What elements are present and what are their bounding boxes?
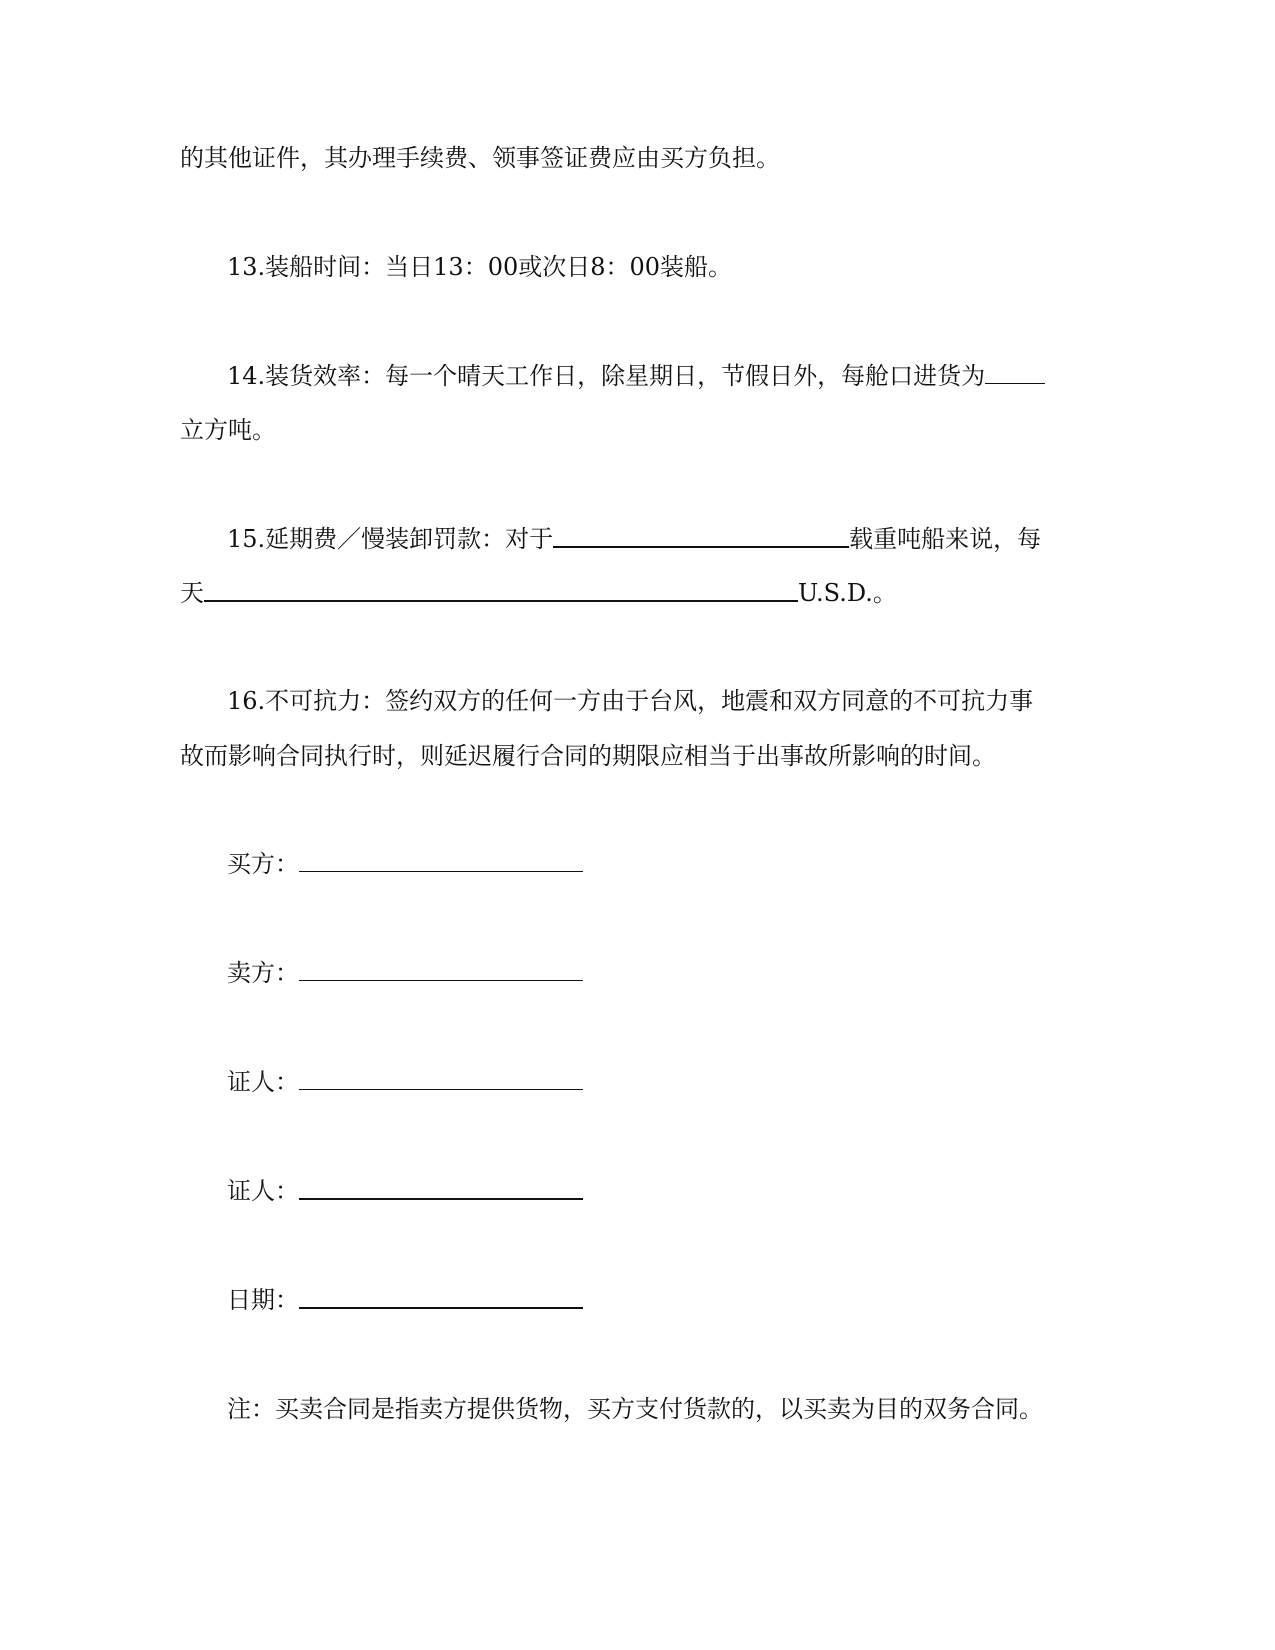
date-signature-line xyxy=(227,1280,583,1320)
clause-16-line1: 16.不可抗力：签约双方的任何一方由于台风，地震和双方同意的不可抗力事 xyxy=(227,687,1034,715)
witness2-label: 证人： xyxy=(227,1177,299,1205)
tonnage-blank[interactable] xyxy=(553,519,849,548)
amount-blank[interactable] xyxy=(204,573,798,602)
clause-14-blank[interactable] xyxy=(985,356,1045,384)
clause-13: 13.装船时间：当日13：00或次日8：00装船。 xyxy=(227,253,733,281)
clause-15-middle: 载重吨船来说，每 xyxy=(849,525,1042,553)
clause-14 xyxy=(227,356,1045,396)
witness1-signature-line xyxy=(227,1062,583,1102)
note-text: 注：买卖合同是指卖方提供货物，买方支付货款的，以买卖为目的双务合同。 xyxy=(227,1395,1043,1423)
clause-14-text: 14.装货效率：每一个晴天工作日，除星期日，节假日外，每舱口进货为 xyxy=(227,362,986,390)
buyer-blank[interactable] xyxy=(299,844,583,872)
buyer-signature-line xyxy=(227,844,583,884)
seller-signature-line xyxy=(227,953,583,993)
clause-15-prefix: 15.延期费／慢装卸罚款：对于 xyxy=(227,525,554,553)
clause-14-continuation: 立方吨。 xyxy=(180,416,276,444)
witness1-blank[interactable] xyxy=(299,1062,583,1090)
clause-16-line2: 故而影响合同执行时，则延迟履行合同的期限应相当于出事故所影响的时间。 xyxy=(180,742,996,770)
continuation-text: 的其他证件，其办理手续费、领事签证费应由买方负担。 xyxy=(180,144,780,172)
seller-blank[interactable] xyxy=(299,953,583,981)
witness2-signature-line xyxy=(227,1171,583,1211)
date-label: 日期： xyxy=(227,1286,299,1314)
clause-15-line2-prefix: 天 xyxy=(180,579,204,607)
buyer-label: 买方： xyxy=(227,850,299,878)
date-blank[interactable] xyxy=(299,1280,583,1309)
clause-15 xyxy=(227,519,1041,559)
witness1-label: 证人： xyxy=(227,1068,299,1096)
clause-15-line2 xyxy=(180,573,897,613)
clause-15-line2-suffix: U.S.D.。 xyxy=(798,579,897,607)
seller-label: 卖方： xyxy=(227,959,299,987)
witness2-blank[interactable] xyxy=(299,1171,583,1200)
